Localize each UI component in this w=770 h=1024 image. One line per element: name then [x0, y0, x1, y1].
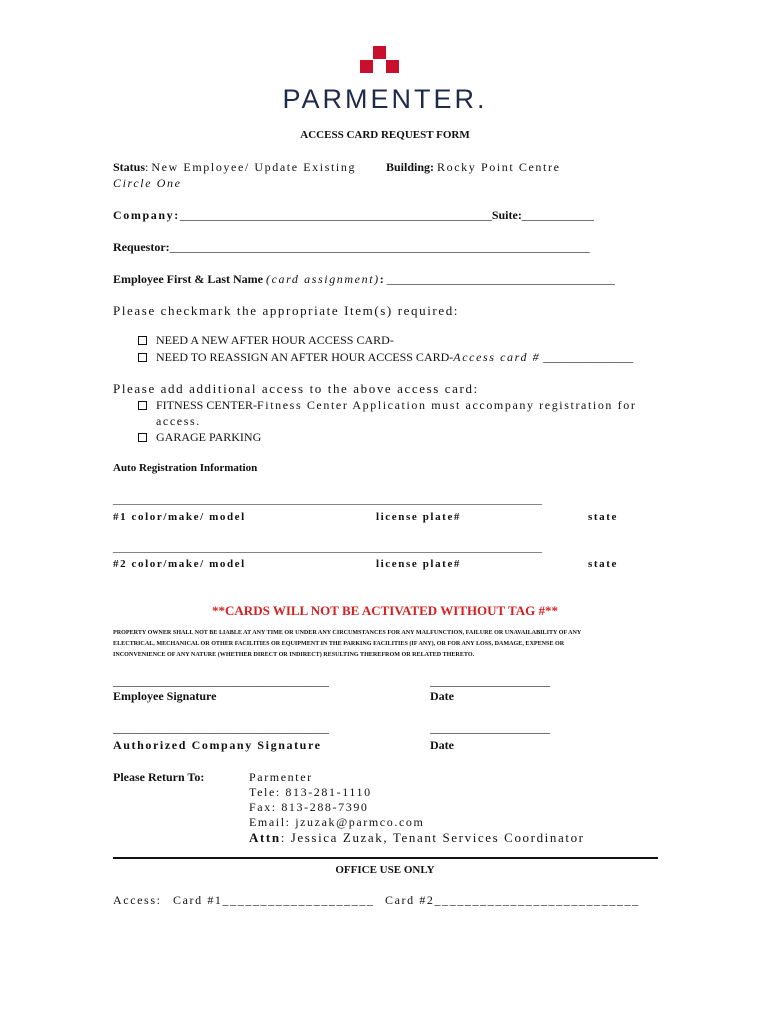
- option-fitness-label: FITNESS CENTER-: [156, 398, 258, 412]
- vehicle-1-label: #1 color/make/ model: [113, 511, 246, 523]
- return-label: Please Return To:: [113, 770, 205, 784]
- activation-warning: **CARDS WILL NOT BE ACTIVATED WITHOUT TAG #**: [212, 603, 558, 618]
- requestor-label: Requestor:: [113, 240, 170, 254]
- office-access-label: Access:: [113, 893, 162, 907]
- company-field[interactable]: [113, 208, 594, 223]
- option-new-card[interactable]: [138, 333, 394, 348]
- vehicle-1-plate: license plate#: [376, 511, 462, 523]
- vehicle-1-state: state: [588, 511, 618, 523]
- option-fitness-note: Fitness Center Application must accompany registration for: [257, 398, 637, 412]
- vehicle-2-label: #2 color/make/ model: [113, 558, 246, 570]
- vehicle-2-plate: license plate#: [376, 558, 462, 570]
- checkbox-icon[interactable]: [138, 401, 147, 410]
- employee-date-label: Date: [430, 689, 454, 703]
- additional-prompt: Please add additional access to the above access card:: [113, 381, 479, 396]
- company-blank[interactable]: ____________________________________________________: [179, 208, 492, 222]
- employee-label: Employee First & Last Name: [113, 272, 263, 286]
- office-use-heading: OFFICE USE ONLY: [335, 864, 435, 876]
- return-fax: Fax: 813-288-7390: [249, 800, 369, 814]
- option-reassign-card-label: NEED TO REASSIGN AN AFTER HOUR ACCESS CARD-: [156, 350, 454, 364]
- status-field: Status: New Employee/ Update Existing: [113, 160, 357, 174]
- access-card-number-label: Access card #: [453, 350, 541, 364]
- return-address: [249, 770, 585, 845]
- status-label: Status: [113, 160, 146, 174]
- office-divider: [113, 857, 658, 859]
- disclaimer-line: PROPERTY OWNER SHALL NOT BE LIABLE AT ANY TIME OR UNDER ANY CIRCUMSTANCES FOR ANY MALFUNCTION, FAILURE OR UNAVAILABILITY OF ANY: [113, 630, 582, 636]
- office-card-1[interactable]: Card #1____________________: [173, 893, 375, 907]
- employee-colon: :: [379, 272, 384, 286]
- building-value: Rocky Point Centre: [437, 160, 561, 174]
- parmenter-logo-mark: [360, 46, 400, 76]
- vehicle-2-line[interactable]: ______________________________________________________________________________: [113, 542, 542, 554]
- employee-hint: (card assignment): [265, 272, 380, 286]
- option-garage-label: GARAGE PARKING: [156, 430, 262, 444]
- option-fitness-note-cont: access.: [156, 414, 201, 428]
- disclaimer-line: INCONVENIENCE OF ANY NATURE (WHETHER DIRECT OR INDIRECT) RESULTING THEREFROM OR RELATED THERETO.: [113, 652, 475, 658]
- employee-date-line[interactable]: ____________________: [430, 674, 550, 688]
- building-label: Building:: [386, 160, 435, 174]
- access-card-number-blank[interactable]: _______________: [543, 350, 634, 364]
- return-email[interactable]: Email: jzuzak@parmco.com: [249, 815, 425, 829]
- requestor-blank[interactable]: ______________________________________________________________________: [169, 240, 590, 254]
- option-new-card-label: NEED A NEW AFTER HOUR ACCESS CARD-: [156, 333, 394, 347]
- option-garage-parking[interactable]: [138, 430, 261, 445]
- form-title: ACCESS CARD REQUEST FORM: [300, 129, 470, 141]
- auto-heading: Auto Registration Information: [113, 462, 258, 474]
- checkbox-icon[interactable]: [138, 336, 147, 345]
- option-reassign-card[interactable]: [138, 350, 633, 365]
- attn-value: : Jessica Zuzak, Tenant Services Coordinator: [280, 830, 585, 845]
- company-label: Company:: [113, 208, 180, 222]
- company-date-label: Date: [430, 738, 454, 752]
- option-fitness-center[interactable]: [138, 398, 636, 413]
- company-signature-line[interactable]: ____________________________________: [113, 721, 329, 735]
- requestor-field[interactable]: [113, 240, 590, 255]
- return-attn: [249, 830, 585, 845]
- liability-disclaimer: [113, 628, 581, 661]
- vehicle-1-line[interactable]: ______________________________________________________________________________: [113, 494, 542, 506]
- building-field: [386, 160, 561, 175]
- attn-label: Attn: [249, 830, 281, 845]
- checkbox-icon[interactable]: [138, 433, 147, 442]
- logo: [0, 44, 770, 114]
- disclaimer-line: ELECTRICAL, MECHANICAL OR OTHER FACILITIES OR EQUIPMENT IN THE PARKING FACILITIES (IF ANY), OR FOR ANY LOSS, DAMAGE, EXPENSE OR: [113, 641, 565, 647]
- status-value[interactable]: New Employee/ Update Existing: [151, 160, 357, 174]
- employee-signature-label: Employee Signature: [113, 689, 217, 703]
- return-phone: Tele: 813-281-1110: [249, 785, 372, 799]
- company-date-line[interactable]: ____________________: [430, 721, 550, 735]
- check-prompt: Please checkmark the appropriate Item(s) required:: [113, 303, 460, 318]
- suite-label: Suite:: [491, 208, 522, 222]
- office-card-2[interactable]: Card #2___________________________: [385, 893, 640, 907]
- employee-blank[interactable]: ______________________________________: [386, 272, 615, 286]
- vehicle-2-state: state: [588, 558, 618, 570]
- company-signature-label: Authorized Company Signature: [113, 738, 322, 752]
- employee-signature-line[interactable]: ____________________________________: [113, 674, 329, 688]
- return-name: Parmenter: [249, 770, 313, 784]
- suite-blank[interactable]: ____________: [521, 208, 594, 222]
- checkbox-icon[interactable]: [138, 353, 147, 362]
- employee-field[interactable]: [113, 272, 615, 287]
- status-hint: Circle One: [113, 176, 182, 190]
- company-wordmark: PARMENTER.: [282, 84, 488, 114]
